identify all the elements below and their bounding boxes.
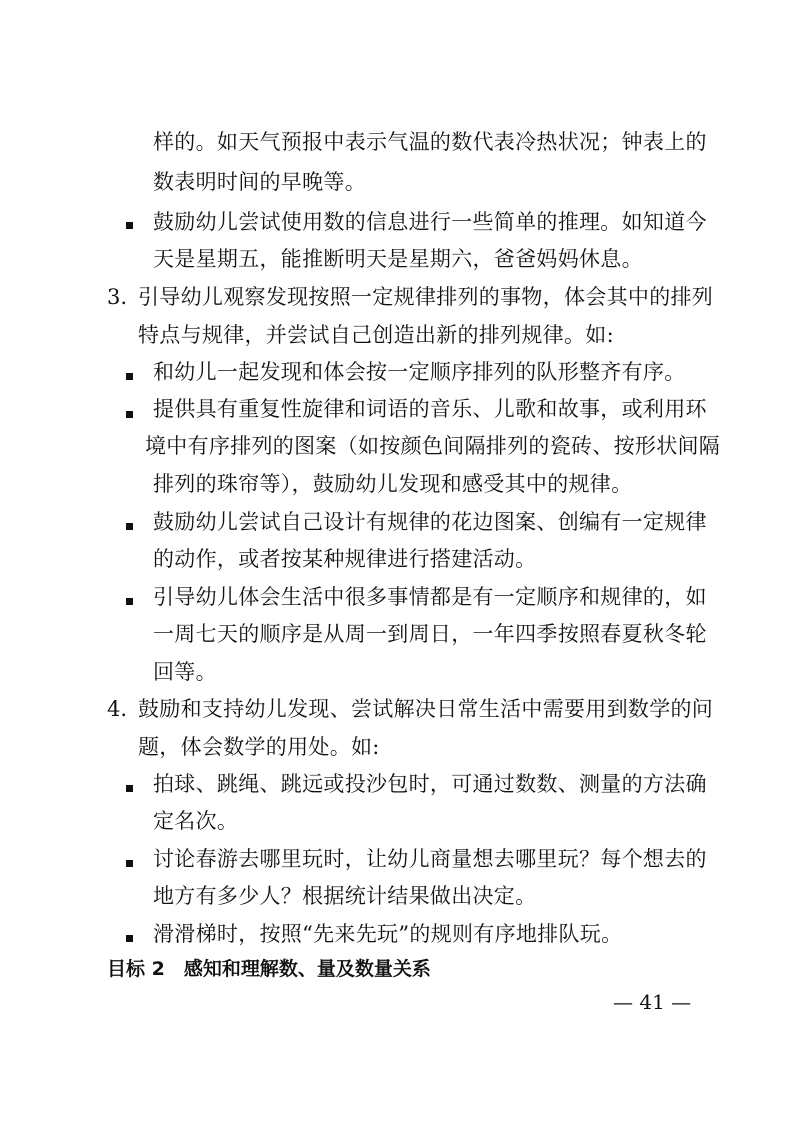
text-line: 境中有序排列的图案（如按颜色间隔排列的瓷砖、按形状间隔 (145, 434, 721, 458)
text-line: 鼓励幼儿尝试使用数的信息进行一些简单的推理。如知道今 (153, 210, 707, 234)
bullet-marker (126, 935, 133, 942)
bullet-marker (126, 411, 133, 418)
item-number: 4. (107, 697, 128, 721)
bullet-marker (126, 523, 133, 530)
text-line: 地方有多少人？根据统计结果做出决定。 (153, 884, 537, 908)
bullet-marker (126, 785, 133, 792)
bullet-marker (126, 598, 133, 605)
text-line: 数表明时间的早晚等。 (153, 170, 366, 194)
bullet-marker (126, 222, 133, 229)
text-line: 一周七天的顺序是从周一到周日，一年四季按照春夏秋冬轮 (153, 622, 707, 646)
text-line: 拍球、跳绳、跳远或投沙包时，可通过数数、测量的方法确 (153, 772, 707, 796)
text-line: 引导幼儿观察发现按照一定规律排列的事物，体会其中的排列 (138, 285, 714, 309)
bullet-marker (126, 373, 133, 380)
text-line: 提供具有重复性旋律和词语的音乐、儿歌和故事，或利用环 (153, 397, 707, 421)
page-number: — 41 — (613, 990, 692, 1014)
text-line: 排列的珠帘等），鼓励幼儿发现和感受其中的规律。 (153, 472, 633, 496)
text-line: 定名次。 (153, 809, 239, 833)
text-line: 样的。如天气预报中表示气温的数代表冷热状况；钟表上的 (153, 130, 707, 154)
item-number: 3. (107, 285, 128, 309)
text-line: 和幼儿一起发现和体会按一定顺序排列的队形整齐有序。 (153, 360, 686, 384)
text-line: 鼓励幼儿尝试自己设计有规律的花边图案、创编有一定规律 (153, 510, 707, 534)
text-line: 特点与规律，并尝试自己创造出新的排列规律。如: (138, 323, 614, 347)
text-line: 天是星期五，能推断明天是星期六，爸爸妈妈休息。 (153, 247, 643, 271)
text-line: 讨论春游去哪里玩时，让幼儿商量想去哪里玩？每个想去的 (153, 847, 707, 871)
bullet-marker (126, 860, 133, 867)
text-line: 滑滑梯时，按照“先来先玩”的规则有序地排队玩。 (153, 922, 623, 946)
text-line: 的动作，或者按某种规律进行搭建活动。 (153, 547, 537, 571)
text-line: 鼓励和支持幼儿发现、尝试解决日常生活中需要用到数学的问 (138, 697, 714, 721)
section-heading: 目标 2 感知和理解数、量及数量关系 (107, 958, 431, 980)
text-line: 回等。 (153, 660, 217, 684)
text-line: 题，体会数学的用处。如: (138, 735, 380, 759)
text-line: 引导幼儿体会生活中很多事情都是有一定顺序和规律的，如 (153, 585, 707, 609)
